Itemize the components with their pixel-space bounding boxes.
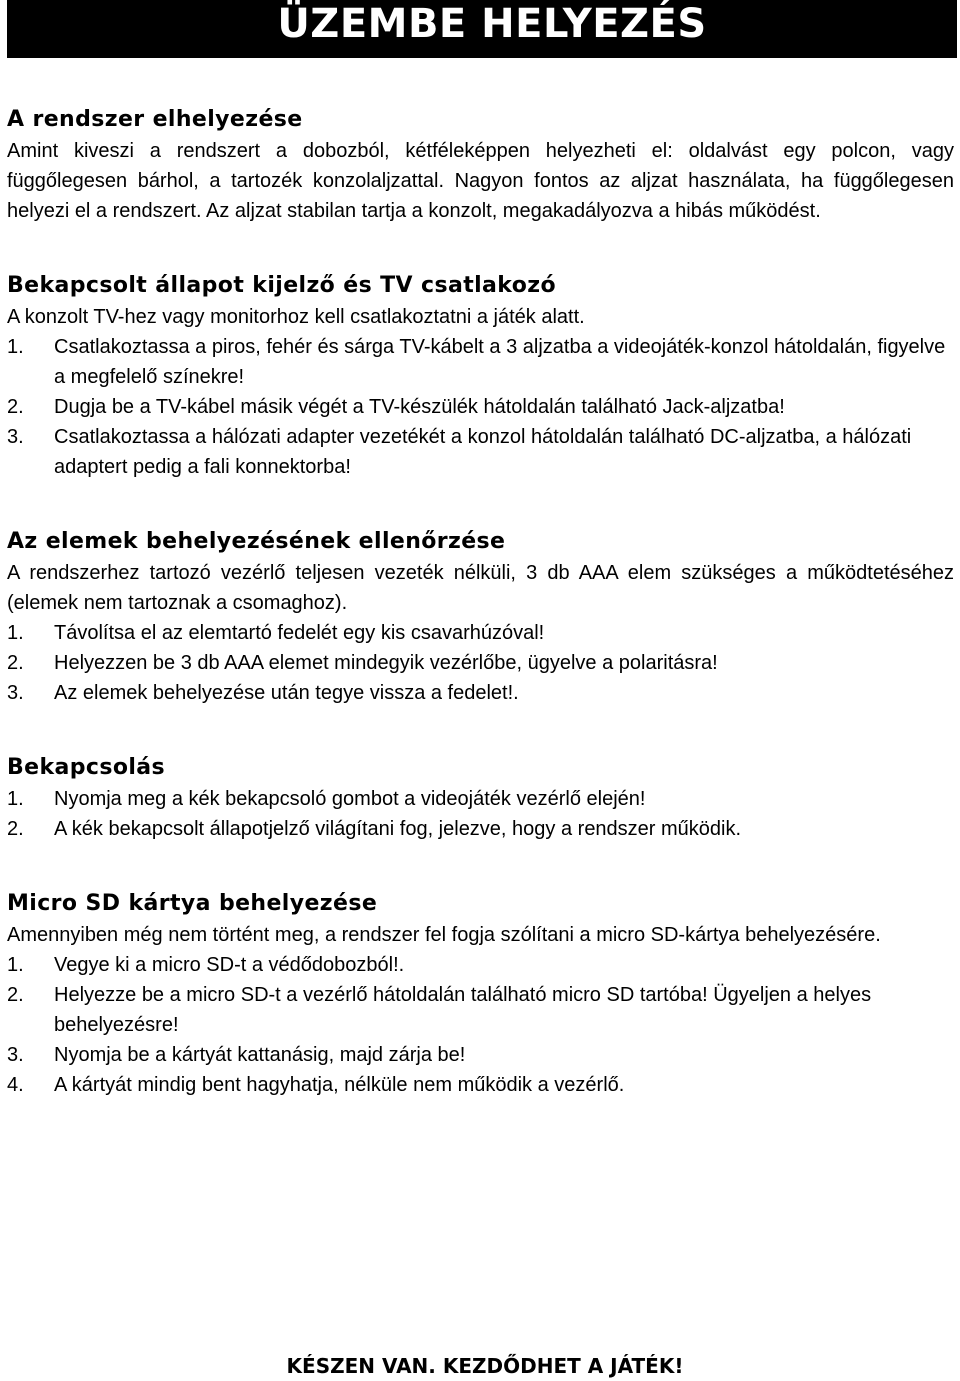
section-micro-sd [7, 888, 954, 1100]
list-text: Helyezzen be 3 db AAA elemet mindegyik vezérlőbe, ügyelve a polaritásra! [54, 652, 718, 674]
numbered-list [7, 784, 954, 844]
list-item [7, 980, 954, 1040]
list-text: Dugja be a TV-kábel másik végét a TV-készülék hátoldalán található Jack-aljzatba! [54, 396, 785, 418]
section-paragraph: A konzolt TV-hez vagy monitorhoz kell csatlakoztatni a játék alatt. [7, 306, 585, 328]
list-number: 2. [7, 818, 24, 840]
list-number: 1. [7, 622, 24, 644]
section-placement [7, 104, 954, 226]
list-text: Vegye ki a micro SD-t a védődobozból!. [54, 954, 405, 976]
section-paragraph: Amint kiveszi a rendszert a dobozból, kétféleképpen helyezheti el: oldalvást egy polcon, vagy függőlegesen bárhol, a tartozék konzolaljzattal. Nagyon fontos az aljzat használata, ha függőlegesen helyezi el a rendszert. Az aljzat stabilan tartja a konzolt, megakadályozva a hibás működést. [7, 140, 954, 222]
list-number: 2. [7, 396, 24, 418]
list-item [7, 618, 954, 648]
section-paragraph: Amennyiben még nem történt meg, a rendszer fel fogja szólítani a micro SD-kártya behelyezésére. [7, 924, 881, 946]
list-item [7, 332, 954, 392]
list-text: Csatlakoztassa a piros, fehér és sárga TV-kábelt a 3 aljzatba a videojáték-konzol hátoldalán, figyelve a megfelelő színekre! [54, 336, 946, 388]
section-heading: Bekapcsolás [7, 755, 166, 780]
list-item [7, 784, 954, 814]
list-number: 1. [7, 954, 24, 976]
list-number: 3. [7, 682, 24, 704]
page-title: ÜZEMBE HELYEZÉS [277, 1, 707, 47]
list-number: 3. [7, 1044, 24, 1066]
list-text: Nyomja be a kártyát kattanásig, majd zárja be! [54, 1044, 466, 1066]
list-item [7, 950, 954, 980]
list-item [7, 648, 954, 678]
document-body [7, 104, 954, 1100]
list-number: 4. [7, 1074, 24, 1096]
section-paragraph: A rendszerhez tartozó vezérlő teljesen vezeték nélküli, 3 db AAA elem szükséges a működtetéséhez (elemek nem tartoznak a csomaghoz). [7, 562, 954, 614]
list-text: A kártyát mindig bent hagyhatja, nélküle nem működik a vezérlő. [54, 1074, 625, 1096]
section-heading: A rendszer elhelyezése [7, 107, 303, 132]
list-text: A kék bekapcsolt állapotjelző világítani fog, jelezve, hogy a rendszer működik. [54, 818, 742, 840]
list-text: Csatlakoztassa a hálózati adapter vezetékét a konzol hátoldalán található DC-aljzatba, a hálózati adaptert pedig a fali konnektorba! [54, 426, 912, 478]
list-text: Helyezze be a micro SD-t a vezérlő hátoldalán található micro SD tartóba! Ügyeljen a helyes behelyezésre! [54, 984, 872, 1036]
list-text: Az elemek behelyezése után tegye vissza a fedelet!. [54, 682, 519, 704]
list-number: 1. [7, 788, 24, 810]
list-text: Távolítsa el az elemtartó fedelét egy kis csavarhúzóval! [54, 622, 545, 644]
list-number: 3. [7, 426, 24, 448]
section-power-on [7, 752, 954, 844]
section-heading: Micro SD kártya behelyezése [7, 891, 378, 916]
list-number: 2. [7, 652, 24, 674]
list-text: Nyomja meg a kék bekapcsoló gombot a videojáték vezérlő elején! [54, 788, 646, 810]
list-item [7, 1070, 954, 1100]
title-banner [7, 0, 957, 58]
list-number: 2. [7, 984, 24, 1006]
list-item [7, 814, 954, 844]
numbered-list [7, 950, 954, 1100]
section-heading: Bekapcsolt állapot kijelző és TV csatlakozó [7, 273, 556, 298]
list-number: 1. [7, 336, 24, 358]
numbered-list [7, 332, 954, 482]
list-item [7, 422, 954, 482]
list-item [7, 678, 954, 708]
footer-message: KÉSZEN VAN. KEZDŐDHET A JÁTÉK! [286, 1354, 684, 1378]
section-batteries [7, 526, 954, 708]
section-tv-connection [7, 270, 954, 482]
numbered-list [7, 618, 954, 708]
list-item [7, 1040, 954, 1070]
list-item [7, 392, 954, 422]
section-heading: Az elemek behelyezésének ellenőrzése [7, 529, 506, 554]
